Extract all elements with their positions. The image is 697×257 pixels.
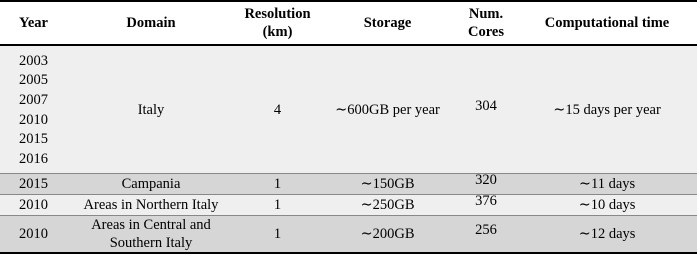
cell-storage: ∼250GB — [320, 195, 455, 216]
cell-domain: Campania — [67, 174, 235, 195]
cell-year: 2015 — [0, 174, 67, 195]
year-item: 2015 — [19, 131, 48, 148]
year-item: 2003 — [19, 52, 48, 69]
cell-years — [0, 45, 67, 174]
cell-time: ∼10 days — [517, 195, 697, 216]
cell-resolution: 1 — [235, 174, 320, 195]
cell-domain — [67, 216, 235, 254]
domain-line: Areas in Central and — [91, 217, 211, 233]
header-cores-line2: Cores — [468, 24, 504, 40]
table-row — [0, 174, 697, 195]
cell-domain: Italy — [137, 101, 165, 118]
header-domain: Domain — [67, 1, 235, 45]
table-row — [0, 45, 697, 174]
table-row — [0, 216, 697, 254]
year-item: 2007 — [19, 91, 48, 108]
year-item: 2010 — [19, 111, 48, 128]
cell-cores — [455, 45, 517, 174]
cell-cores — [455, 174, 517, 195]
cores-value: 376 — [475, 193, 497, 209]
header-storage: Storage — [320, 1, 455, 45]
year-item: 2005 — [19, 72, 48, 89]
header-resolution-line2: (km) — [262, 24, 293, 40]
header-year: Year — [0, 1, 67, 45]
domain-line: Southern Italy — [109, 235, 193, 251]
cell-time: ∼11 days — [517, 174, 697, 195]
cell-domain: Areas in Northern Italy — [67, 195, 235, 216]
header-resolution-line1: Resolution — [244, 6, 311, 22]
table-row — [0, 195, 697, 216]
cell-year: 2010 — [0, 216, 67, 254]
header-computational-time: Computational time — [517, 1, 697, 45]
cell-storage: ∼600GB per year — [335, 101, 440, 118]
year-list — [0, 50, 67, 170]
cell-time: ∼12 days — [517, 216, 697, 254]
header-resolution — [235, 1, 320, 45]
cell-time: ∼15 days per year — [553, 101, 661, 118]
cell-cores — [455, 195, 517, 216]
cell-storage: ∼150GB — [320, 174, 455, 195]
year-item: 2016 — [19, 150, 48, 167]
header-cores — [455, 1, 517, 45]
cell-storage: ∼200GB — [320, 216, 455, 254]
cell-year: 2010 — [0, 195, 67, 216]
cores-value: 304 — [475, 97, 497, 114]
header-row — [0, 1, 697, 45]
header-cores-line1: Num. — [468, 6, 504, 22]
cores-value: 256 — [475, 222, 497, 238]
cell-cores — [455, 216, 517, 254]
cell-resolution: 4 — [273, 101, 282, 118]
cores-value: 320 — [475, 172, 497, 188]
cell-resolution: 1 — [235, 195, 320, 216]
cell-resolution: 1 — [235, 216, 320, 254]
